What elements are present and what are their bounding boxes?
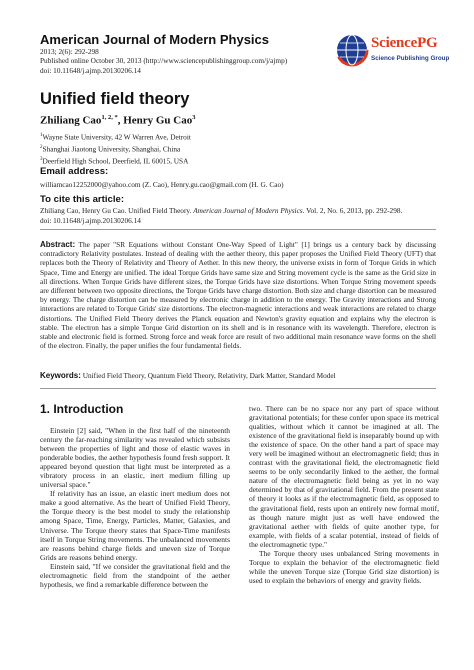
affiliation-3: $^3$Deerfield High School, Deerfield, IL 60015, USA: [40, 156, 189, 166]
logo-title: SciencePG: [371, 35, 438, 51]
paper-title: Unified field theory: [40, 90, 190, 108]
intro-paragraph: If relativity has an issue, an elastic inert medium does not make a good alternative. As the heart of Unified Field Theory, the Torque theory is the best model to study the relationship among Space, Time, Energy, Particles, Matter, Galaxies, and Universe. The Torque theory states that Space-Time manifests itself in Torque String movements. The unbalanced movements are reasons behind charge fields and uneven size of Torque Grids are reasons behind energy.: [40, 489, 230, 562]
logo-subtitle: Science Publishing Group: [371, 55, 450, 62]
affiliation-2: $^2$Shanghai Jiaotong University, Shanghai, China: [40, 144, 181, 154]
intro-paragraph: two. There can be no space nor any part of space without gravitational potentials; for these confer upon space its metrical qualities, without which it cannot be imagined at all. The existence of the gravitational field is inseparably bound up with the existence of space. On the other hand a part of space may very well be imagined without an electromagnetic field; thus in contrast with the gravitational field, the electromagnetic field seems to be only secondarily linked to the aether, the formal nature of the electromagnetic field being as yet in no way determined by that of gravitational field. From the present state of theory it looks as if the electromagnetic field, as opposed to the gravitational field, rests upon an entirely new formal motif, as though nature might just as well have endowed the gravitational aether with fields of quite another type, for example, with fields of a scalar potential, instead of fields of the electromagnetic type.": [249, 404, 439, 549]
intro-heading: 1. Introduction: [40, 402, 124, 416]
authors: [40, 114, 196, 127]
citation-line-2: doi: 10.11648/j.ajmp.20130206.14: [40, 215, 141, 225]
left-column: [40, 426, 230, 589]
keywords: [40, 371, 436, 381]
keywords-label: Keywords:: [40, 371, 81, 380]
intro-paragraph: Einstein [2] said, "When in the first half of the nineteenth century the far-reaching similarity was revealed which subsists between the properties of light and those of elastic waves in ponderable bodies, the aether hypothesis found fresh support. It appeared beyond question that light must be interpreted as a vibratory process in an elastic, inert medium filling up universal space.": [40, 426, 230, 490]
affiliation-1: $^1$Wayne State University, 42 W Warren Ave, Detroit: [40, 132, 191, 142]
keywords-text: Unified Field Theory, Quantum Field Theory, Relativity, Dark Matter, Standard Model: [82, 371, 336, 380]
journal-name: American Journal of Modern Physics: [40, 32, 270, 47]
citation: [40, 206, 440, 225]
author-2-sup: 3: [192, 114, 196, 121]
volume-line: 2013; 2(6): 292-298: [40, 47, 99, 56]
cite-heading: To cite this article:: [40, 194, 125, 205]
right-column: [249, 404, 439, 585]
published-line: Published online October 30, 2013 (http://www.sciencepublishinggroup.com/j/ajmp): [40, 56, 288, 66]
publisher-logo: [335, 31, 450, 71]
author-separator: ,: [117, 114, 124, 127]
publication-info: [40, 47, 287, 75]
citation-line-1: Zhiliang Cao, Henry Gu Cao. Unified Field Theory. American Journal of Modern Physics. Vol. 2, No. 6, 2013, pp. 292-298.: [40, 206, 403, 215]
email-heading: Email address:: [40, 166, 109, 177]
author-2: Henry Gu Cao: [123, 114, 193, 127]
abstract-label: Abstract:: [40, 240, 76, 249]
author-1: Zhiliang Cao: [40, 114, 102, 127]
abstract-text: The paper "SR Equations without Constant One-Way Speed of Light" [1] brings us a century back by discussing contradictory Relativity postulates. Instead of dealing with the aether theory, this paper proposes the Unified Field Theory (UFT) that replaces both the Theory of Relativity and Theory of Aether. In this new theory, the universe exists in form of Torque Grids in which Space, Time and Energy are unified. The ideal Torque Grids have same size and String movement cycle is the same as the Grid size in all directions. When Torque Grids have different sizes, the Torque Grids have size distortions. When Torque String movement speeds are different between two opposite directions, the Torque Grids have charge distortion. Both size and charge distortion can be measured by energy. The charge distortion can be measured by electronic charge in addition to the energy. The Gravity interactions and Strong interactions are related to Torque Grids' size distortions. The electron-magnetic interactions and weak interactions are related to charge distortions. The Unified Field Theory derives the Planck equation and Newton's gravity equation and explains why the electron is stable. The electron has a simple Torque Grid distortion on its shell and is in resonance with its wavelength. Therefore, electron is stable and electronic field is formed. Strong force and weak force are result of two additional main resonance wave forms on the shell of the electron. Finally, the paper unifies the four fundamental fields.: [40, 240, 436, 351]
abstract: [40, 240, 436, 350]
intro-paragraph: Einstein said, "If we consider the gravitational field and the electromagnetic field from the standpoint of the aether hypothesis, we find a remarkable difference between the: [40, 561, 230, 589]
email-text: williamcao12252000@yahoo.com (Z. Cao), Henry.gu.cao@gmail.com (H. G. Cao): [40, 180, 284, 189]
author-1-sup: 1, 2, *: [101, 114, 118, 121]
affiliations: [40, 131, 191, 167]
globe-logo-icon: [335, 33, 369, 67]
divider-bottom: [40, 388, 436, 389]
doi-line: doi: 10.11648/j.ajmp.20130206.14: [40, 65, 141, 75]
divider-top: [40, 229, 436, 230]
intro-paragraph: The Torque theory uses unbalanced String movements in Torque to explain the behavior of the electromagnetic field while the uneven Torque size (Torque Grid size distortion) is used to explain the behaviors of energy and gravity fields.: [249, 548, 439, 585]
